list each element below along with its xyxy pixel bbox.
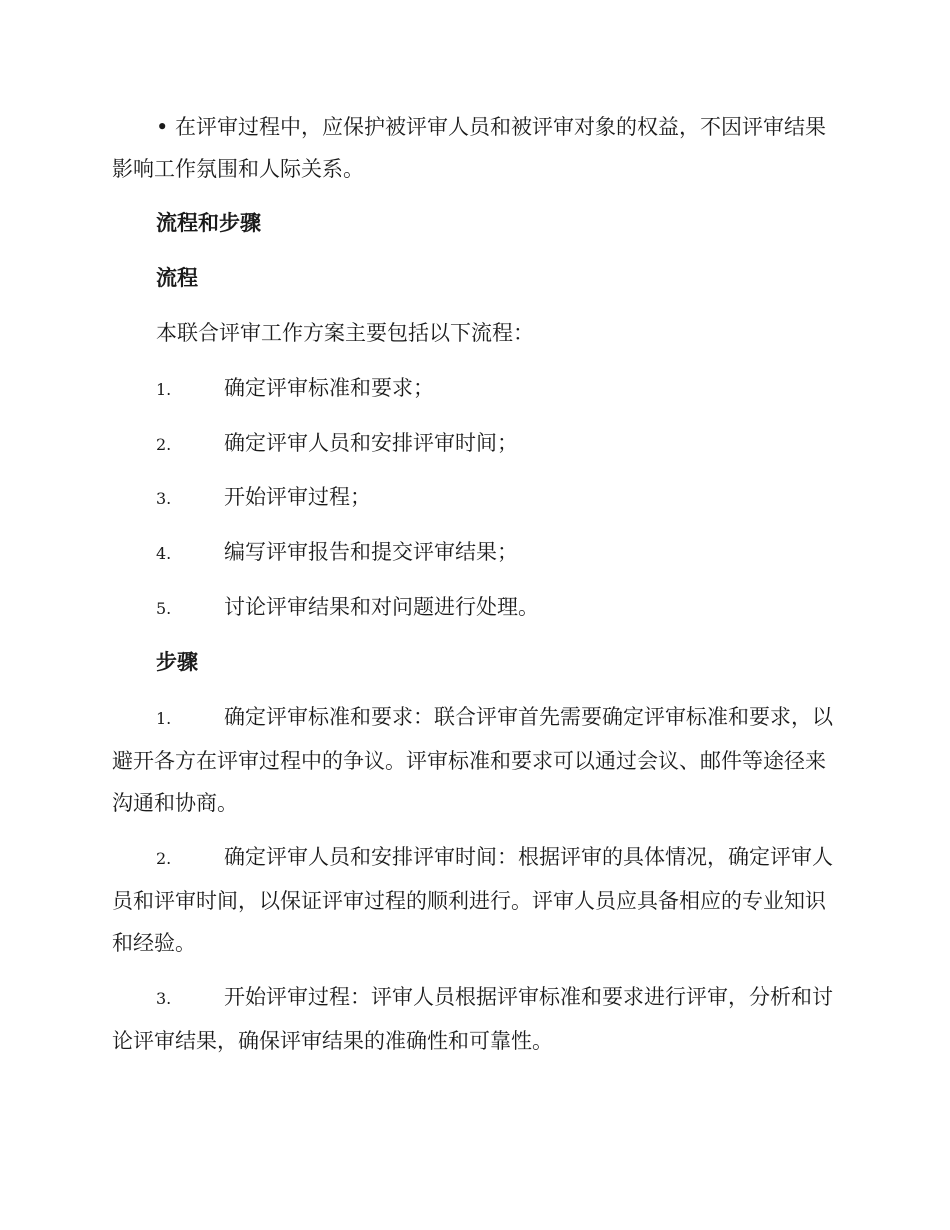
- list-number: 5.: [156, 599, 172, 618]
- step-number: 3.: [156, 989, 172, 1008]
- process-list-item: [156, 428, 836, 460]
- list-text: 确定评审人员和安排评审时间；: [224, 431, 518, 455]
- heading-steps: 步骤: [156, 650, 198, 674]
- list-text: 确定评审标准和要求；: [224, 376, 434, 400]
- process-list-item: [156, 537, 836, 569]
- list-text: 讨论评审结果和对问题进行处理。: [224, 595, 539, 619]
- step-text: 确定评审人员和安排评审时间：根据评审的具体情况，确定评审人员和评审时间，以保证评审过程的顺利进行。评审人员应具备相应的专业知识和经验。: [112, 845, 833, 955]
- process-list-item: [156, 373, 836, 405]
- list-text: 开始评审过程；: [224, 485, 371, 509]
- step-number: 1.: [156, 709, 172, 728]
- process-intro: 本联合评审工作方案主要包括以下流程：: [156, 321, 534, 345]
- heading-process: 流程: [156, 266, 198, 290]
- step-text: 确定评审标准和要求：联合评审首先需要确定评审标准和要求，以避开各方在评审过程中的争议。评审标准和要求可以通过会议、邮件等途径来沟通和协商。: [112, 705, 833, 815]
- process-list-item: [156, 592, 836, 624]
- step-text: 开始评审过程：评审人员根据评审标准和要求进行评审，分析和讨论评审结果，确保评审结果的准确性和可靠性。: [112, 985, 833, 1053]
- step-number: 2.: [156, 849, 172, 868]
- step-item: [112, 836, 834, 964]
- list-number: 3.: [156, 489, 172, 508]
- list-number: 1.: [156, 380, 172, 399]
- step-item: [112, 696, 834, 824]
- list-number: 4.: [156, 544, 172, 563]
- step-item: [112, 976, 834, 1062]
- list-text: 编写评审报告和提交评审结果；: [224, 540, 518, 564]
- intro-paragraph: • 在评审过程中，应保护被评审人员和被评审对象的权益，不因评审结果影响工作氛围和人际关系。: [112, 115, 827, 181]
- process-list-item: [156, 482, 836, 514]
- heading-process-and-steps: 流程和步骤: [156, 211, 261, 235]
- list-number: 2.: [156, 435, 172, 454]
